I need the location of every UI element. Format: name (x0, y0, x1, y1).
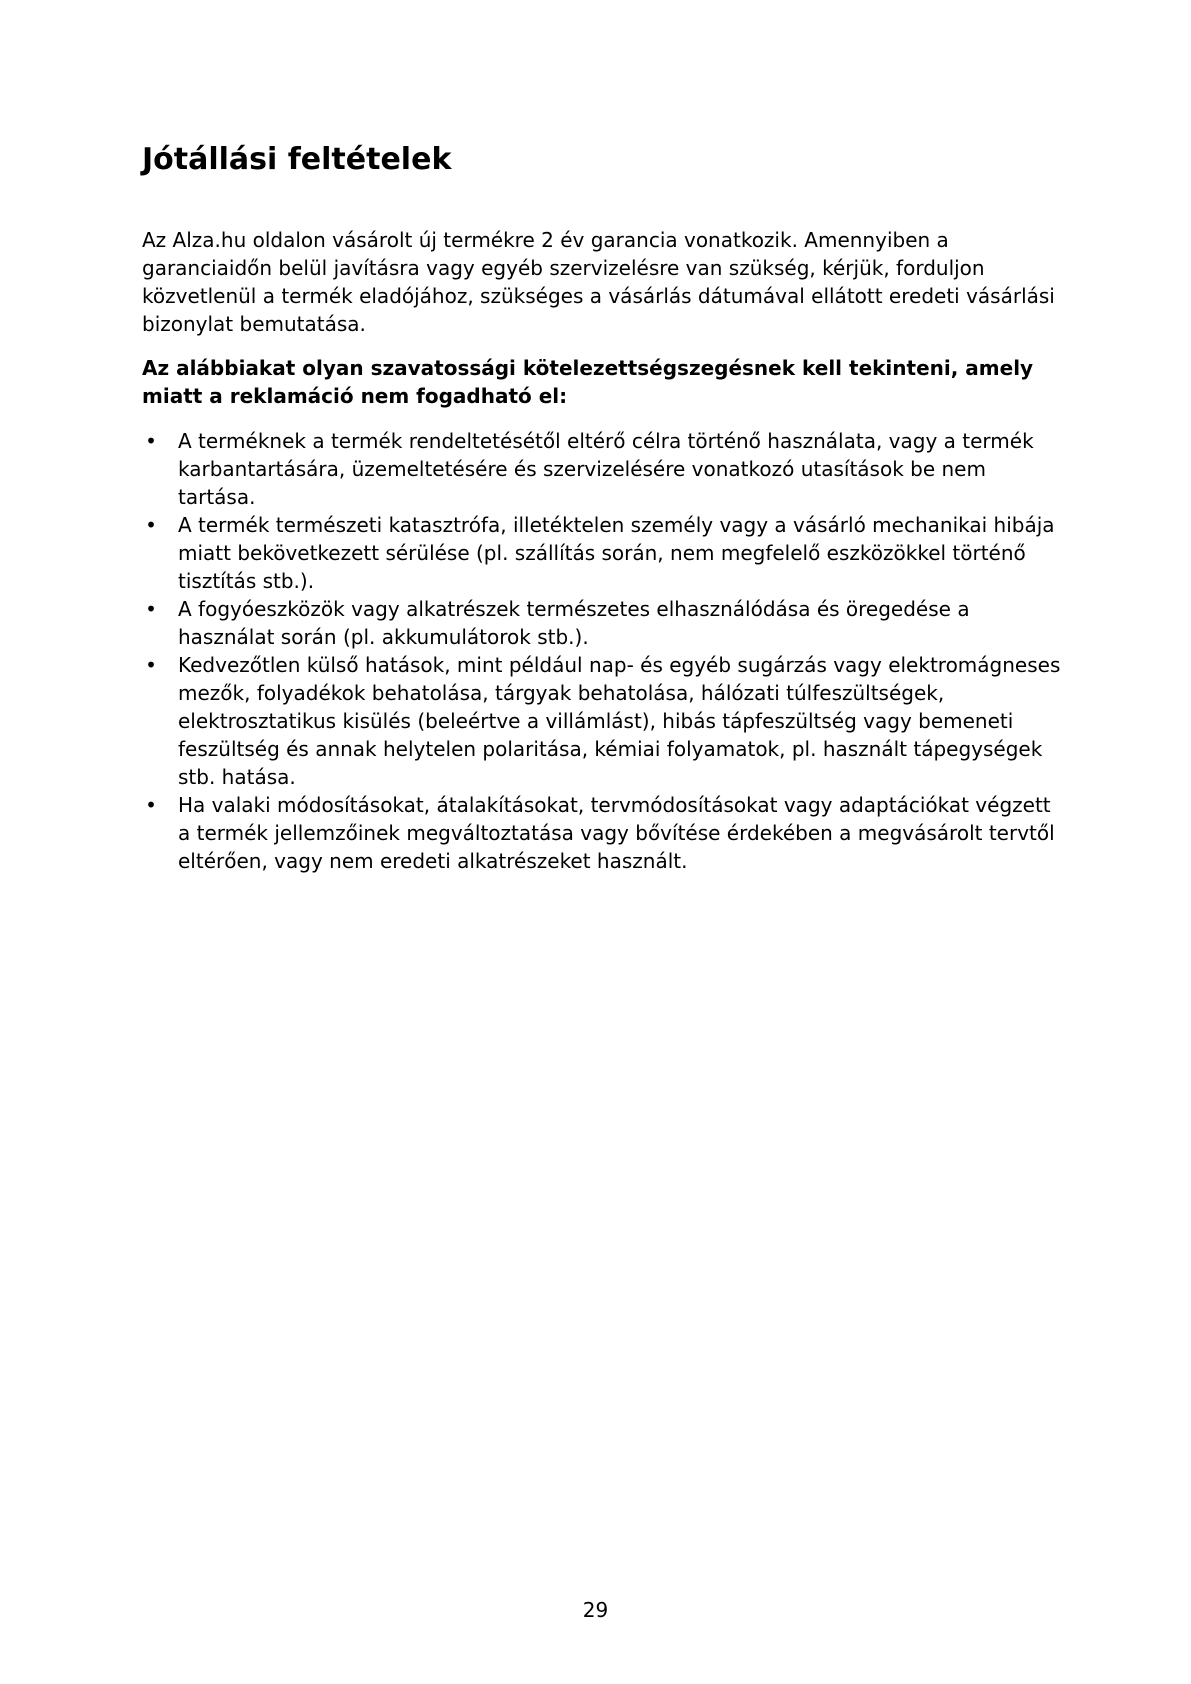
bullet-icon: • (145, 793, 157, 817)
list-item (142, 651, 1062, 791)
bullet-icon: • (145, 513, 157, 537)
bullet-icon: • (145, 653, 157, 677)
exclusions-heading: Az alábbiakat olyan szavatossági kötelezettségszegésnek kell tekinteni, amely miatt a reklamáció nem fogadható el: (142, 356, 1034, 408)
list-item-text: A terméknek a termék rendeltetésétől eltérő célra történő használata, vagy a termék karbantartására, üzemeltetésére és szervizelésére vonatkozó utasítások be nem tartása. (178, 429, 1034, 509)
list-item (142, 791, 1062, 875)
bullet-icon: • (145, 429, 157, 453)
list-item (142, 427, 1062, 511)
bullet-icon: • (145, 597, 157, 621)
page-title: Jótállási feltételek (142, 142, 452, 177)
list-item (142, 511, 1062, 595)
list-item (142, 595, 1062, 651)
list-item-text: A fogyóeszközök vagy alkatrészek természetes elhasználódása és öregedése a használat során (pl. akkumulátorok stb.). (178, 597, 970, 649)
list-item-text: A termék természeti katasztrófa, illetéktelen személy vagy a vásárló mechanikai hibája miatt bekövetkezett sérülése (pl. szállítás során, nem megfelelő eszközökkel történő tisztítás stb.). (178, 513, 1055, 593)
list-item-text: Kedvezőtlen külső hatások, mint például nap- és egyéb sugárzás vagy elektromágneses mezők, folyadékok behatolása, tárgyak behatolása, hálózati túlfeszültségek, elektrosztatikus kisülés (beleértve a villámlást), hibás tápfeszültség vagy bemeneti feszültség és annak helytelen polaritása, kémiai folyamatok, pl. használt tápegységek stb. hatása. (178, 653, 1061, 789)
exclusions-list (142, 427, 1062, 875)
page-number: 29 (582, 1598, 609, 1622)
list-item-text: Ha valaki módosításokat, átalakításokat, tervmódosításokat vagy adaptációkat végzett a termék jellemzőinek megváltoztatása vagy bővítése érdekében a megvásárolt tervtől eltérően, vagy nem eredeti alkatrészeket használt. (178, 793, 1055, 873)
intro-paragraph: Az Alza.hu oldalon vásárolt új termékre 2 év garancia vonatkozik. Amennyiben a garanciaidőn belül javításra vagy egyéb szervizelésre van szükség, kérjük, forduljon közvetlenül a termék eladójához, szükséges a vásárlás dátumával ellátott eredeti vásárlási bizonylat bemutatása. (142, 228, 1055, 336)
